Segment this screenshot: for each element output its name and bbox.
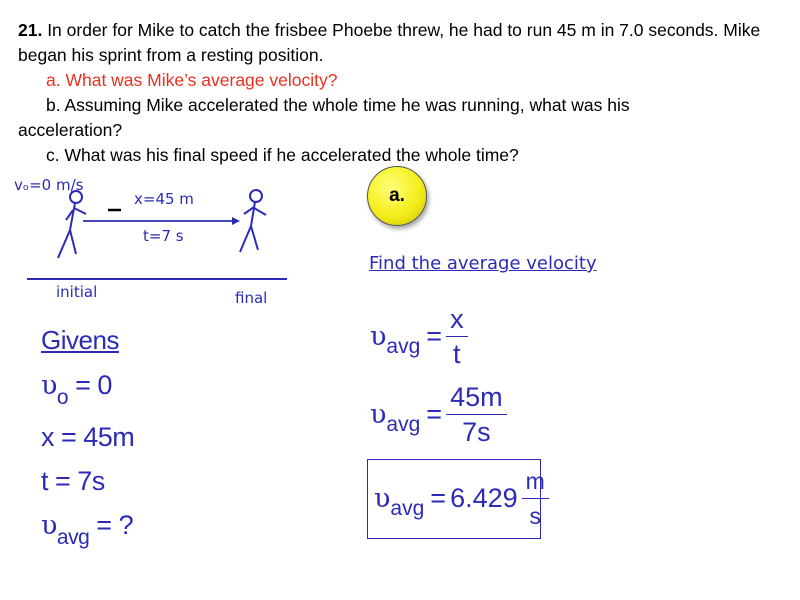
- part-a-question: a. What was Mike’s average velocity?: [46, 70, 338, 90]
- initial-label: initial: [56, 283, 98, 301]
- subscript-avg: avg: [386, 334, 421, 358]
- equation-substitution: [370, 382, 507, 447]
- initial-stick-figure: [58, 191, 86, 258]
- problem-statement: [18, 18, 788, 168]
- unit-numerator: m: [522, 466, 549, 499]
- given-initial-velocity: $\upsilon_o = 0$: [41, 370, 112, 409]
- part-c-question: c. What was his final speed if he accelerated the whole time?: [46, 145, 519, 165]
- equals-sign: =: [426, 399, 443, 429]
- problem-text: In order for Mike to catch the frisbee Phoebe threw, he had to run 45 m in 7.0 seconds. Mike began his sprint from a resting position.: [18, 20, 761, 65]
- equals-sign: =: [426, 321, 443, 351]
- equals-sign: =: [430, 483, 447, 513]
- upsilon-symbol: υ: [370, 321, 387, 352]
- displacement-arrow: [83, 217, 240, 225]
- displacement-label: x=45 m: [134, 190, 194, 208]
- denominator: 7s: [462, 417, 491, 447]
- numerator: 45m: [446, 382, 507, 415]
- initial-velocity-label: vₒ=0 m/s: [14, 176, 84, 194]
- fraction-x-over-t: [446, 304, 468, 369]
- given-time: t = 7s: [41, 466, 105, 496]
- part-b-question: b. Assuming Mike accelerated the whole time he was running, what was his: [46, 95, 630, 115]
- part-a-badge: [367, 166, 427, 226]
- fraction-unit-m-over-s: [522, 466, 549, 531]
- given-v0-value: 0: [97, 370, 112, 400]
- given-average-velocity: $\upsilon_{avg}$ = ?: [41, 510, 134, 549]
- upsilon-symbol: υ: [41, 370, 57, 401]
- final-stick-figure: [240, 190, 266, 252]
- problem-number: 21.: [18, 20, 43, 40]
- equation-definition: [370, 304, 468, 369]
- solution-heading: Find the average velocity: [369, 253, 597, 274]
- upsilon-symbol: υ: [374, 483, 391, 514]
- denominator: t: [453, 339, 461, 369]
- subscript-avg: avg: [56, 526, 90, 549]
- answer-value: 6.429: [450, 483, 518, 513]
- numerator: x: [446, 304, 468, 337]
- givens-title: Givens: [41, 325, 119, 355]
- part-a-badge-label: a.: [389, 185, 405, 206]
- problem-intro: [18, 18, 788, 68]
- given-displacement: x = 45m: [41, 422, 135, 452]
- upsilon-symbol: υ: [370, 399, 387, 430]
- time-label: t=7 s: [143, 227, 184, 245]
- subscript-o: o: [56, 386, 69, 409]
- subscript-avg: avg: [390, 496, 425, 520]
- fraction-45m-over-7s: [446, 382, 507, 447]
- final-label: final: [235, 289, 268, 307]
- upsilon-symbol: υ: [41, 510, 57, 541]
- part-b-question-cont: acceleration?: [18, 120, 123, 140]
- subscript-avg: avg: [386, 412, 421, 436]
- unit-denominator: s: [529, 503, 541, 529]
- given-vavg-unknown: ?: [118, 510, 134, 540]
- equation-answer: [374, 466, 549, 531]
